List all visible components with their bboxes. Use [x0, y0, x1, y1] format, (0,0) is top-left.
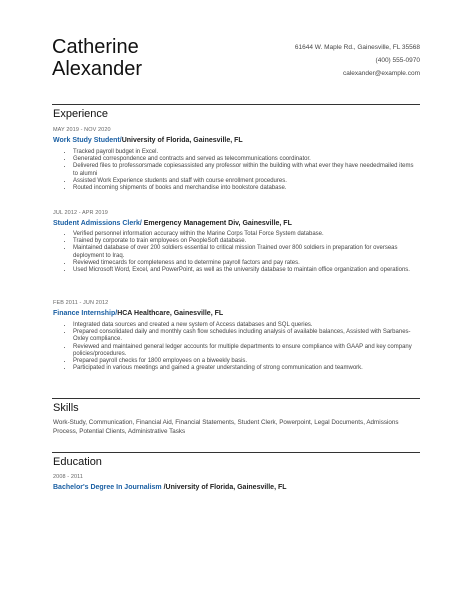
job-bullets [64, 149, 414, 192]
candidate-name [52, 36, 142, 80]
job-title-line [53, 220, 292, 227]
contact-block [295, 41, 420, 80]
education-heading: Education [53, 456, 102, 468]
job-bullets [64, 322, 414, 372]
education-line [53, 484, 287, 491]
job-dates: JUL 2012 - APR 2019 [53, 210, 108, 216]
bullet-item: • Routed incoming shipments of books and merchandise into bookstore database. [73, 185, 414, 192]
job-company: University of Florida, Gainesville, FL [121, 137, 243, 144]
last-name: Alexander [52, 58, 143, 80]
bullet-item: • Integrated data sources and created a new system of Access databases and SQL queries. [73, 322, 414, 329]
bullet-item: • Used Microsoft Word, Excel, and PowerPoint, as well as the university database to maintain office organization and operations. [73, 267, 414, 274]
email: calexander@example.com [342, 70, 420, 77]
bullet-item: • Tracked payroll budget in Excel. [73, 149, 414, 156]
bullet-item: • Trained by corporate to train employees on PeopleSoft database. [73, 238, 414, 245]
bullet-item: • Assisted Work Experience students and staff with course enrollment procedures. [73, 178, 414, 185]
section-divider [52, 452, 420, 453]
bullet-item: • Verified personnel information accuracy within the Marine Corps Total Force System database. [73, 231, 414, 238]
job-title-line [53, 310, 223, 317]
section-divider [52, 104, 420, 105]
address: 61644 W. Maple Rd., Gainesville, FL 35568 [294, 44, 420, 51]
first-name: Catherine [52, 36, 139, 58]
bullet-item: • Generated correspondence and contracts and served as telecommunications coordinator. [73, 156, 414, 163]
bullet-item: • Prepared payroll checks for 1800 employees on a biweekly basis. [73, 358, 414, 365]
skills-heading: Skills [53, 402, 79, 414]
job-dates: MAY 2019 - NOV 2020 [53, 127, 111, 133]
job-role: Work Study Student/ [53, 137, 122, 144]
job-title-line [53, 137, 243, 144]
bullet-item: • Participated in various meetings and gained a greater understanding of strong communication and teamwork. [73, 365, 414, 372]
education-dates: 2008 - 2011 [53, 474, 84, 480]
bullet-item: • Reviewed and maintained general ledger accounts for multiple departments to ensure compliance with GAAP and key company policies/procedures. [73, 344, 414, 358]
phone: (400) 555-0970 [375, 57, 420, 64]
degree: Bachelor's Degree In Journalism [53, 484, 162, 491]
bullet-item: • Delivered files to professorsmade copiesassisted any professor within the building with what ever they have neededmailed items to alumni [73, 163, 414, 177]
bullet-item: • Reviewed timecards for completeness and to determine payroll factors and pay rates. [73, 260, 414, 267]
job-company: Emergency Management Div, Gainesville, FL [141, 220, 292, 227]
job-dates: FEB 2011 - JUN 2012 [53, 300, 109, 306]
job-role: Student Admissions Clerk/ [53, 220, 142, 227]
job-bullets [64, 231, 414, 274]
job-role: Finance Internship/ [53, 310, 118, 317]
skills-list: Work-Study, Communication, Financial Aid, Financial Statements, Student Clerk, Powerpoint, Legal Documents, Admissions Process, Potential Clients, Administrative Tasks [53, 419, 399, 435]
experience-heading: Experience [53, 108, 109, 120]
bullet-item: • Maintained database of over 200 soldiers essential to critical mission Trained over 800 soldiers in preparation for overseas deployment to Iraq. [73, 245, 414, 259]
section-divider [52, 398, 420, 399]
bullet-item: • Prepared consolidated daily and monthly cash flow schedules including analysis of available balances, Assisted with Sarbanes-Oxley compliance. [73, 329, 414, 343]
job-company: HCA Healthcare, Gainesville, FL [117, 310, 224, 317]
school: /University of Florida, Gainesville, FL [161, 484, 287, 491]
